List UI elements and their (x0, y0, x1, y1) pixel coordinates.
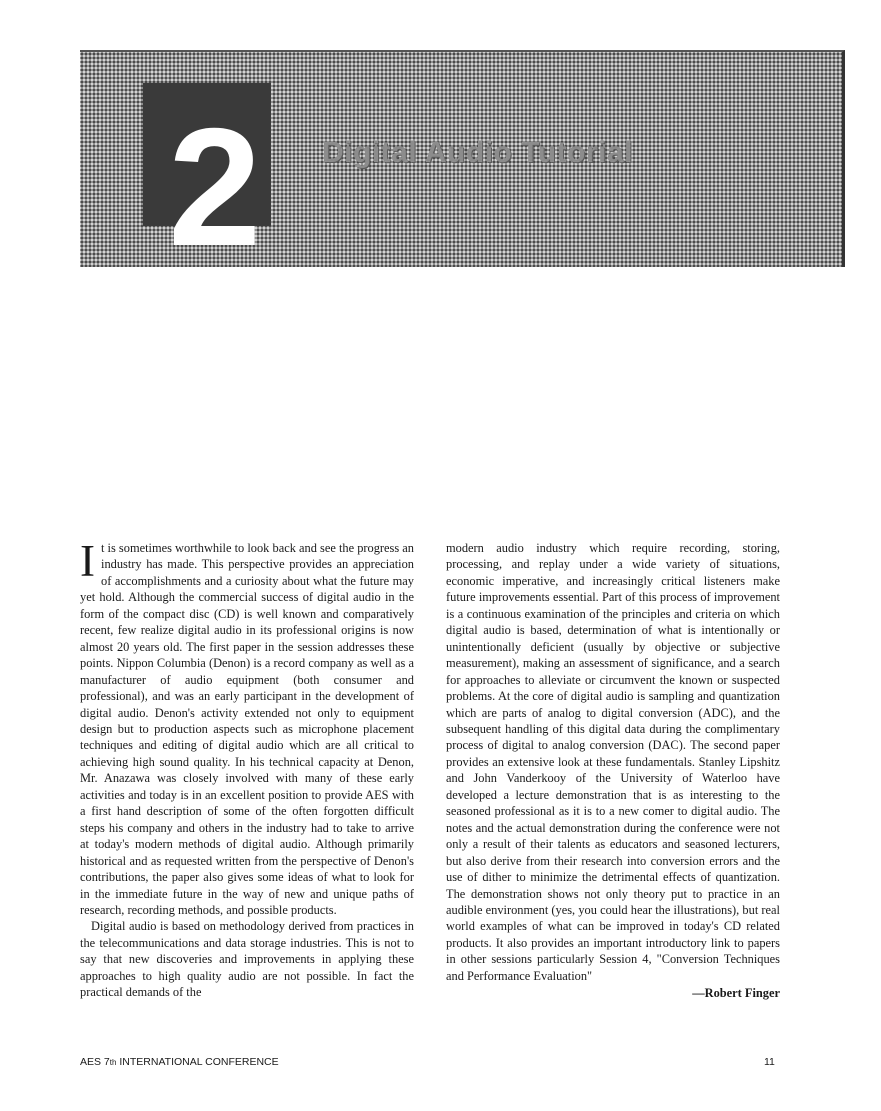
text-column-right (446, 540, 780, 1002)
text-column-left (80, 536, 414, 1001)
paragraph-intro-text: t is sometimes worthwhile to look back and see the progress an industry has made. This perspective provides an appreciation of accomplishments and a curiosity about what the future may yet hold. Although the commercial success of digital audio in the form of the compact disc (CD) is well known and comparatively recent, few realize digital audio in its professional origins is now almost 20 years old. The first paper in the session addresses these points. Nippon Columbia (Denon) is a record company as well as a manufacturer of audio equipment (both consumer and professional), and was an early participant in the development of digital audio. Denon's activity extended not only to equipment design but to production aspects such as microphone placement techniques and editing of digital audio which are all critical to achieving high sound quality. In his technical capacity at Denon, Mr. Anazawa was closely involved with many of these early activities and today is in an excellent position to provide AES with a first hand description of some of the often forgotten difficult steps his company and others in the industry had to take to arrive at today's modern methods of digital audio. Although primarily historical and as requested written from the perspective of Denon's contributions, the paper also gives some ideas of what to look for in the immediate future in the way of new and unique paths of research, recording methods, and possible products. (80, 541, 414, 917)
page-number: 11 (764, 1056, 775, 1068)
footer-conference-ordinal: th (109, 1058, 117, 1067)
footer-conference-post: INTERNATIONAL CONFERENCE (116, 1056, 279, 1068)
drop-cap: I (80, 536, 95, 586)
chapter-title: Digital Audio Tutorial (322, 136, 633, 169)
chapter-number: 2 (168, 93, 258, 281)
author-signature: —Robert Finger (692, 986, 780, 1001)
footer-conference-pre: AES 7 (80, 1056, 110, 1068)
footer-conference (80, 1056, 279, 1068)
paragraph-intro (80, 536, 414, 918)
paragraph-methodology: Digital audio is based on methodology derived from practices in the telecommunications and data storage industries. This is not to say that new discoveries and improvements in applying these approaches to high quality audio are not possible. In fact the practical demands of the (80, 919, 414, 1000)
paragraph-methodology-continued: modern audio industry which require recording, storing, processing, and replay under a wide variety of situations, economic imperative, and increasingly critical listeners make future improvements essential. Part of this process of improvement is a continuous examination of the principles and criteria on which digital audio is based, determination of what is intentionally or unintentionally deficient (usually by objective or subjective measurement), making an assessment of significance, and a search for approaches to alleviate or circumvent the known or suspected problems. At the core of digital audio is sampling and quantization which are parts of analog to digital conversion (ADC), and the subsequent handling of this digital data during the complimentary process of digital to analog conversion (DAC). The second paper provides an extensive look at these fundamentals. Stanley Lipshitz and John Vanderkooy of the University of Waterloo have developed a lecture demonstration that is as interesting to the seasoned professional as it is to a new comer to digital audio. The notes and the actual demonstration during the conference were not only a result of their talents as educators and seasoned lecturers, but also derive from their research into conversion errors and the use of dither to minimize the detrimental effects of quantization. The demonstration shows not only theory put to practice in an audible environment (yes, you could hear the illustrations), but real world examples of what can be improved in today's CD related products. It also provides an important introductory link to papers in other sessions particularly Session 4, "Conversion Techniques and Performance Evaluation" (446, 541, 780, 983)
